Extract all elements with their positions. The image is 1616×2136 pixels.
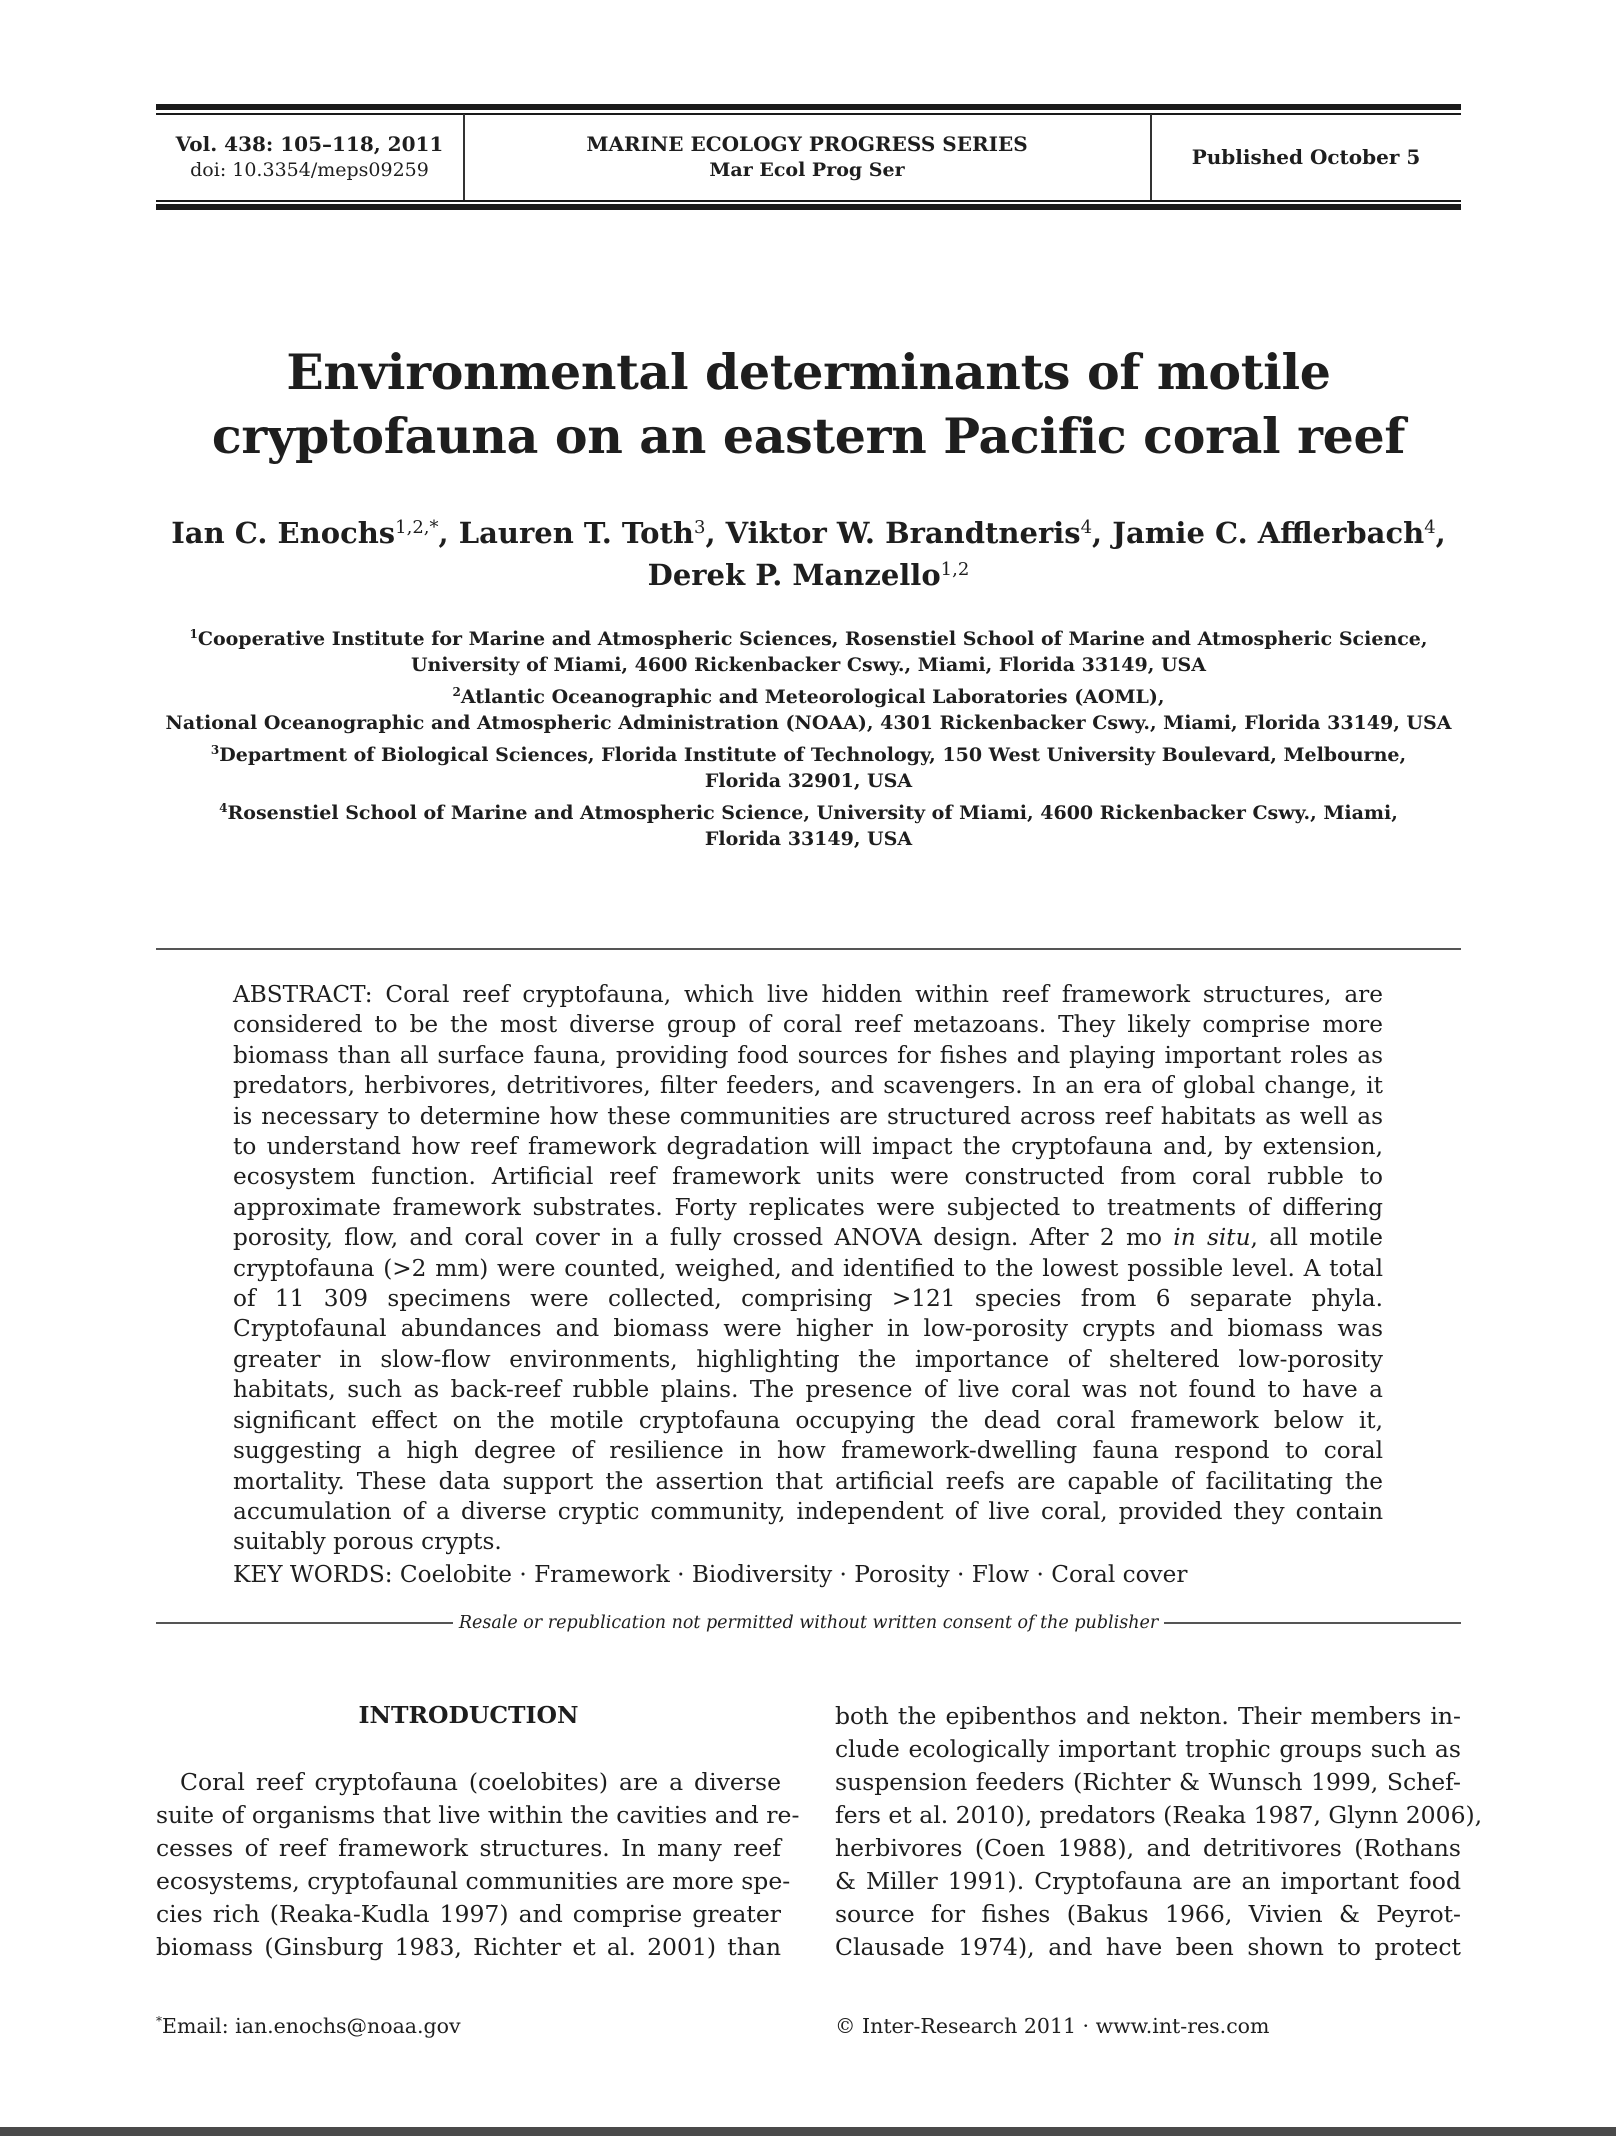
abstract-text: , all motile cryptofauna (>2 mm) were counted, weighed, and identified to the lowest possible level. A total of 11 309 specimens were collected, comprising >121 species from 6 separate phyla. Cryptofaunal abundances and biomass were higher in low-porosity crypts and biomass was greater in slow-flow environments, highlighting the importance of sheltered low-porosity habitats, such as back-reef rubble plains. The presence of live coral was not found to have a significant effect on the motile cryptofauna occupying the dead coral framework below it, suggesting a high degree of resilience in how framework-dwelling fauna respond to coral mortality. These data support the assertion that artificial reefs are capable of facilitating the accumulation of a diverse cryptic community, independent of live coral, provided they contain suitably porous crypts. — [233, 1224, 1383, 1556]
title-line: cryptofauna on an eastern Pacific coral reef — [211, 407, 1406, 465]
published-date: Published October 5 — [1191, 145, 1421, 169]
affiliation — [140, 626, 1477, 678]
text-line: & Miller 1991). Cryptofauna are an important food — [835, 1867, 1461, 1895]
affiliations — [140, 626, 1477, 858]
doi: doi: 10.3354/meps09259 — [190, 159, 429, 181]
author-name: Ian C. Enochs — [171, 516, 396, 550]
affiliation-number: 2 — [452, 685, 461, 699]
keywords: KEY WORDS: Coelobite · Framework · Biodiversity · Porosity · Flow · Coral cover — [233, 1561, 1188, 1588]
author-name: , Viktor W. Brandtneris — [705, 516, 1081, 550]
journal-abbrev: Mar Ecol Prog Ser — [709, 159, 905, 181]
paper-title — [156, 340, 1461, 468]
affiliation-text: Department of Biological Sciences, Florida Institute of Technology, 150 West University Boulevard, Melbourne, — [219, 744, 1407, 766]
body-column-right — [835, 1700, 1483, 1964]
abstract-italic: in situ — [1173, 1224, 1251, 1252]
page-bottom-bar — [0, 2127, 1616, 2136]
affiliation-text: Cooperative Institute for Marine and Atmospheric Sciences, Rosenstiel School of Marine and Atmospheric Science, — [197, 628, 1428, 650]
author-line — [156, 554, 1461, 596]
affiliation-text: Rosenstiel School of Marine and Atmospheric Science, University of Miami, 4600 Rickenbacker Cswy., Miami, — [227, 802, 1398, 824]
header-bottom-rule — [156, 204, 1461, 210]
divider — [156, 1622, 453, 1623]
abstract-top-rule — [156, 948, 1461, 950]
affiliation-text: National Oceanographic and Atmospheric Administration (NOAA), 4301 Rickenbacker Cswy., Miami, Florida 33149, USA — [165, 712, 1452, 734]
affiliation — [140, 800, 1477, 852]
text-line: ecosystems, cryptofaunal communities are more spe- — [156, 1867, 791, 1895]
text-line: Clausade 1974), and have been shown to protect — [835, 1933, 1461, 1961]
affiliation-text: Florida 32901, USA — [704, 770, 913, 792]
affiliation — [140, 742, 1477, 794]
author-affil-mark: 4 — [1424, 517, 1436, 538]
text-line: clude ecologically important trophic groups such as — [835, 1735, 1461, 1763]
affiliation-text: University of Miami, 4600 Rickenbacker Cswy., Miami, Florida 33149, USA — [410, 654, 1206, 676]
resale-notice: Resale or republication not permitted without written consent of the publisher — [458, 1613, 1159, 1633]
header-journal-cell — [464, 114, 1150, 200]
affiliation-text: Atlantic Oceanographic and Meteorological Laboratories (AOML), — [460, 686, 1165, 708]
author-affil-mark: 1,2 — [940, 559, 970, 580]
text-line: Coral reef cryptofauna (coelobites) are a diverse — [180, 1768, 781, 1796]
footnote-mark: * — [156, 2014, 162, 2028]
header-volume-cell — [156, 114, 463, 200]
volume-info: Vol. 438: 105–118, 2011 — [175, 132, 444, 156]
header-top-rule — [156, 104, 1461, 110]
section-heading: INTRODUCTION — [358, 1701, 579, 1729]
resale-notice-bar — [156, 1611, 1461, 1635]
author-affil-mark: 4 — [1080, 517, 1093, 538]
author-separator: , — [1435, 516, 1446, 550]
affiliation-number: 3 — [210, 743, 220, 757]
header-published-cell — [1151, 114, 1461, 200]
text-line: both the epibenthos and nekton. Their members in- — [835, 1702, 1461, 1730]
email-text: Email: ian.enochs@noaa.gov — [162, 2014, 461, 2038]
affiliation-text: Florida 33149, USA — [704, 828, 913, 850]
abstract — [233, 980, 1383, 1558]
text-line: biomass (Ginsburg 1983, Richter et al. 2001) than — [156, 1933, 781, 1961]
corresponding-email — [156, 2012, 461, 2040]
author-affil-mark: 1,2,* — [395, 517, 439, 538]
author-name: , Lauren T. Toth — [438, 516, 694, 550]
text-line: cesses of reef framework structures. In many reef — [156, 1834, 781, 1862]
author-name: Derek P. Manzello — [647, 558, 941, 592]
affiliation-number: 1 — [189, 627, 198, 641]
text-line: cies rich (Reaka-Kudla 1997) and comprise greater — [156, 1900, 781, 1928]
abstract-text: ABSTRACT: Coral reef cryptofauna, which live hidden within reef framework structures, are considered to be the most diverse group of coral reef metazoans. They likely comprise more biomass than all surface fauna, providing food sources for fishes and playing important roles as predators, herbivores, detritivores, filter feeders, and scavengers. In an era of global change, it is necessary to determine how these communities are structured across reef habitats as well as to understand how reef framework degradation will impact the cryptofauna and, by extension, ecosystem function. Artificial reef framework units were constructed from coral rubble to approximate framework substrates. Forty replicates were subjected to treatments of differing porosity, flow, and coral cover in a fully crossed ANOVA design. After 2 mo — [233, 981, 1383, 1252]
affiliation — [140, 684, 1477, 736]
copyright: © Inter-Research 2011 · www.int-res.com — [835, 2014, 1270, 2038]
author-name: , Jamie C. Afflerbach — [1092, 516, 1425, 550]
text-line: fers et al. 2010), predators (Reaka 1987, Glynn 2006), — [835, 1801, 1483, 1829]
text-line: suite of organisms that live within the cavities and re- — [156, 1801, 800, 1829]
text-line: herbivores (Coen 1988), and detritivores (Rothans — [835, 1834, 1461, 1862]
author-line — [156, 512, 1461, 554]
journal-name: MARINE ECOLOGY PROGRESS SERIES — [586, 132, 1028, 156]
text-line: suspension feeders (Richter & Wunsch 1999, Schef- — [835, 1768, 1461, 1796]
author-affil-mark: 3 — [693, 517, 706, 538]
title-line: Environmental determinants of motile — [286, 343, 1331, 401]
header-bottom-thin-rule — [156, 200, 1461, 202]
text-line: source for fishes (Bakus 1966, Vivien & Peyrot- — [835, 1900, 1461, 1928]
author-list — [156, 512, 1461, 596]
divider — [1164, 1622, 1461, 1623]
body-column-left — [156, 1766, 800, 1964]
affiliation-number: 4 — [219, 801, 228, 815]
